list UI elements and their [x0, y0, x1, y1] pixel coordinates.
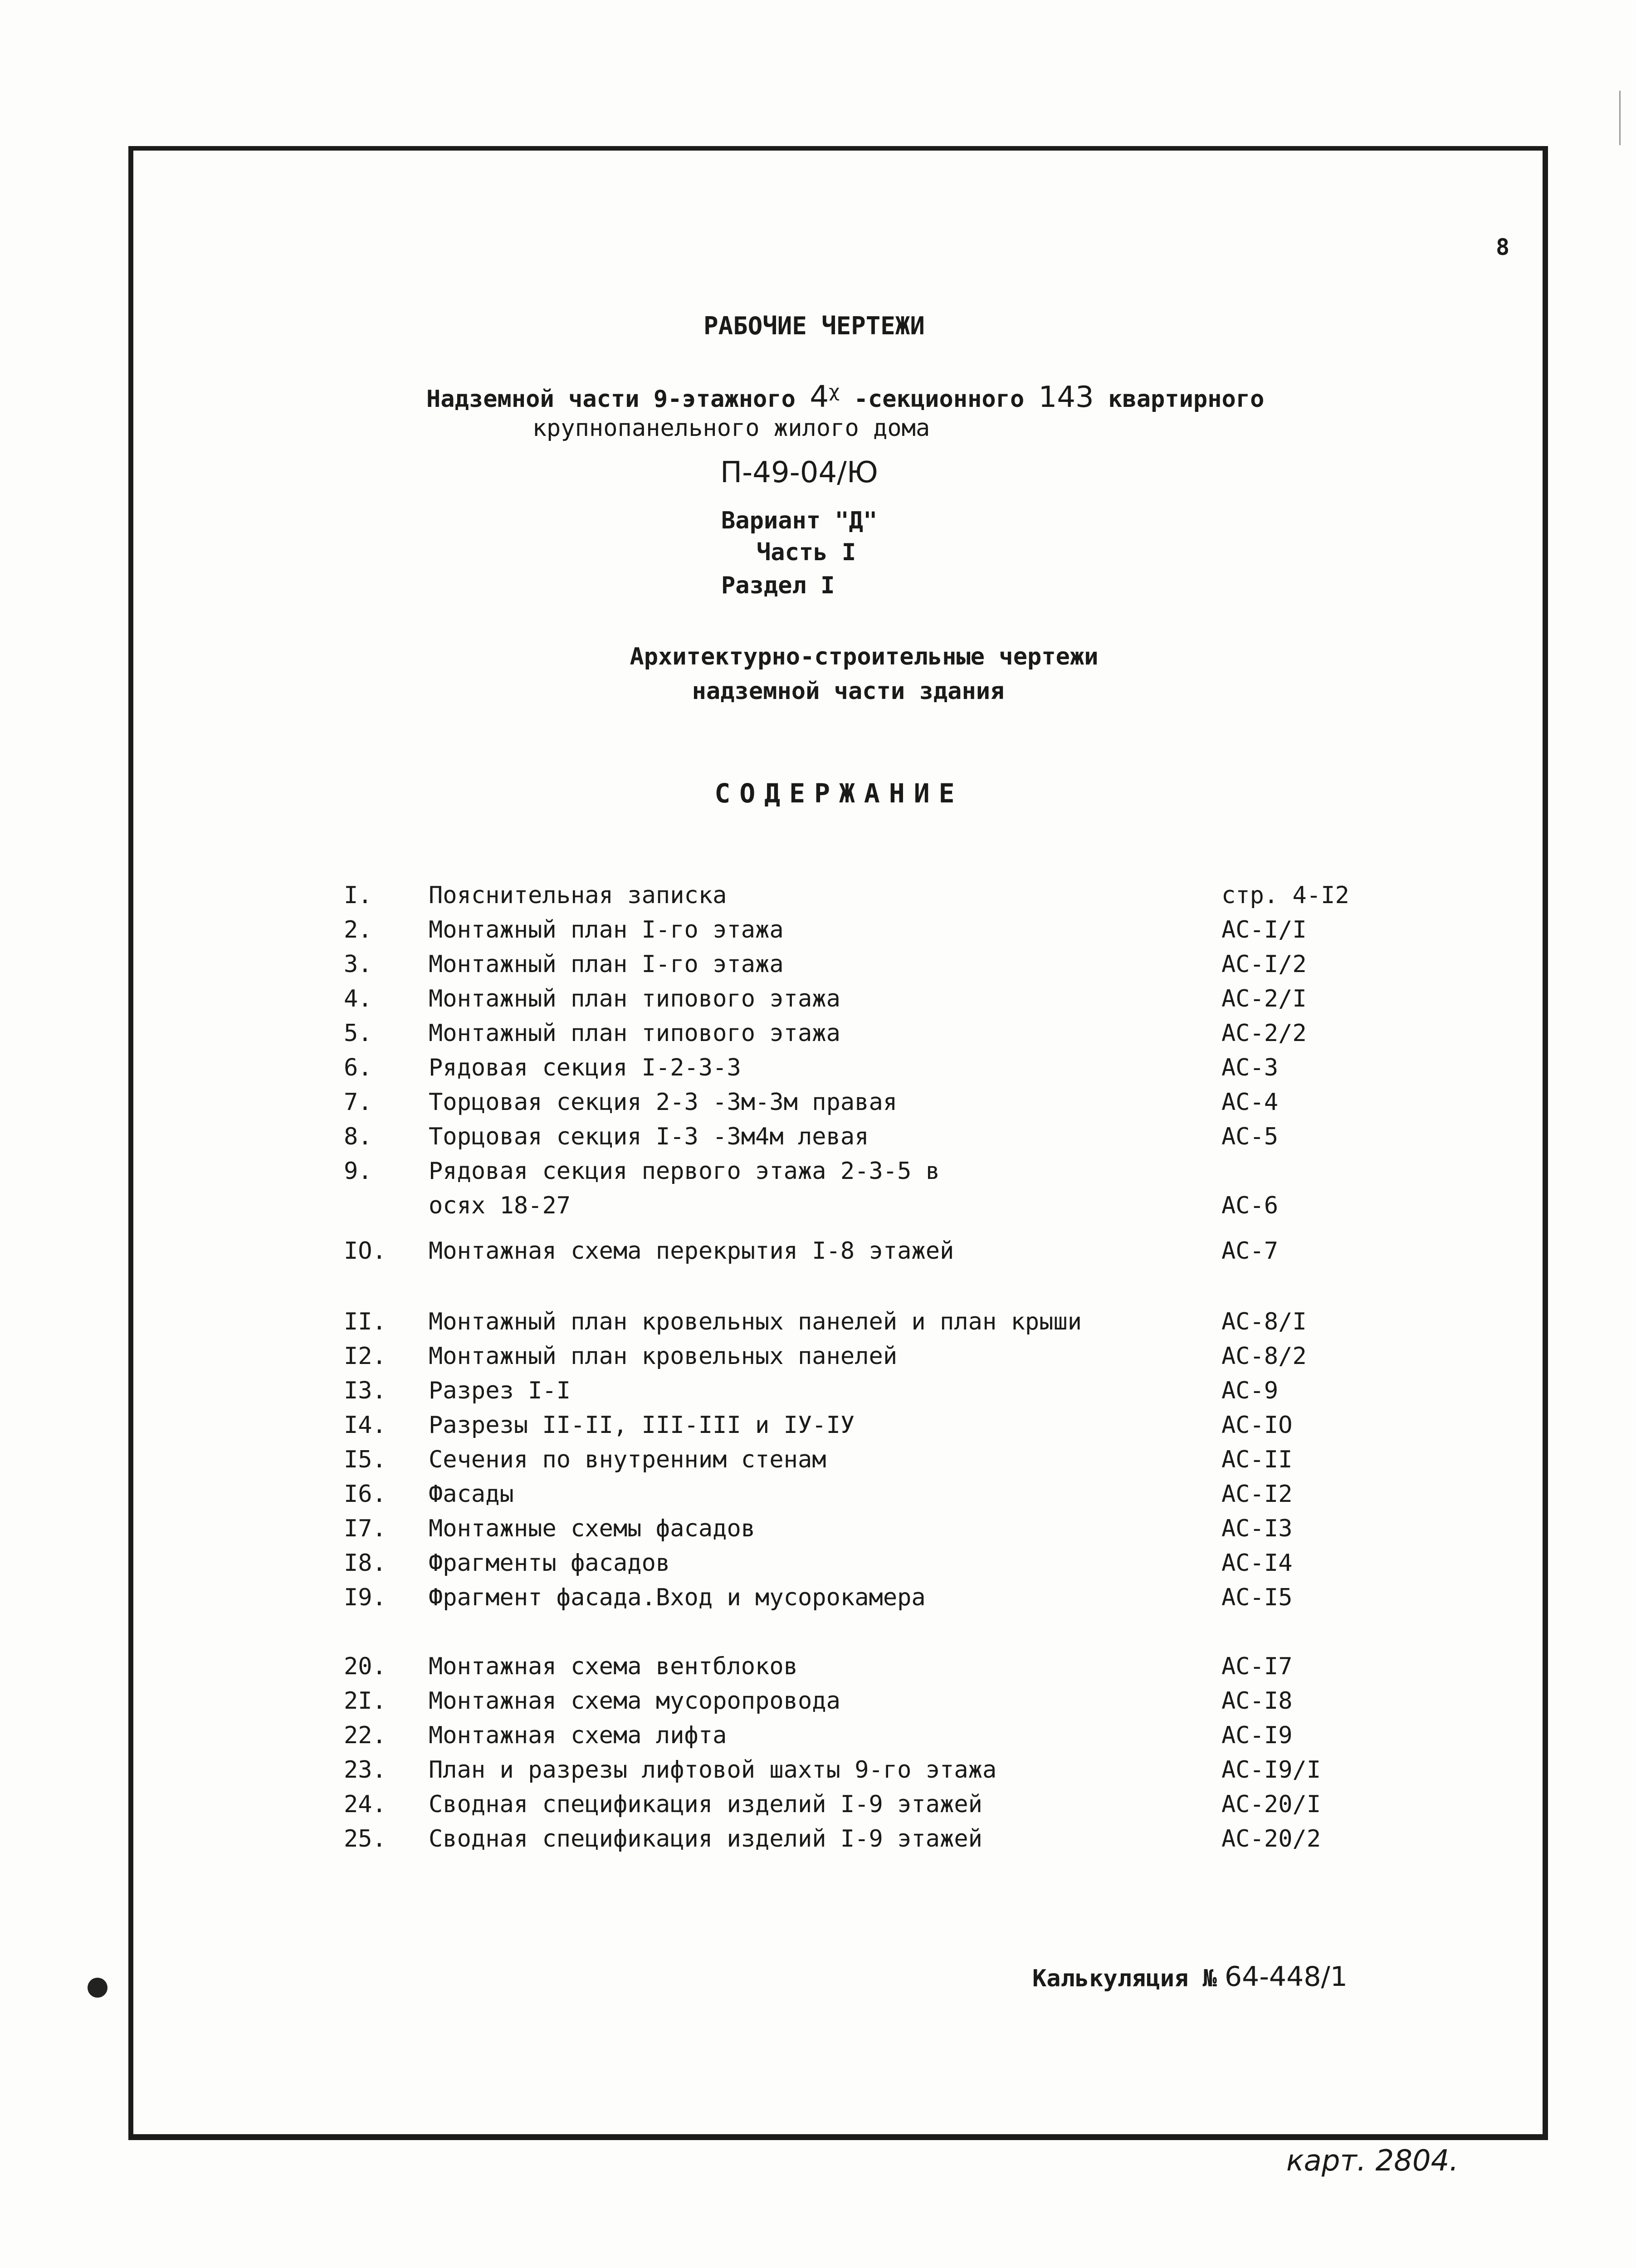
item-number: 2I. — [344, 1687, 386, 1715]
item-title: Монтажный план кровельных панелей и план крыши — [429, 1308, 1082, 1335]
part: Часть I — [757, 539, 856, 566]
item-number: 24. — [344, 1791, 386, 1818]
item-number: 6. — [344, 1054, 372, 1081]
item-number: 25. — [344, 1825, 386, 1853]
item-number: I6. — [344, 1481, 386, 1508]
item-title: Монтажная схема вентблоков — [429, 1653, 798, 1680]
subtitle-line-1 — [426, 379, 1265, 414]
item-code: АС-I9/I — [1221, 1756, 1321, 1784]
item-title: Фрагмент фасада.Вход и мусорокамера — [429, 1584, 926, 1611]
item-code: АС-4 — [1221, 1089, 1279, 1116]
scan-edge-mark — [1619, 91, 1621, 145]
item-title: Монтажная схема лифта — [429, 1722, 727, 1749]
item-number: I7. — [344, 1515, 386, 1542]
item-code: АС-8/I — [1221, 1308, 1307, 1335]
item-number: 4. — [344, 985, 372, 1012]
item-code: АС-6 — [1221, 1192, 1279, 1219]
item-code: АС-II — [1221, 1446, 1293, 1473]
description-line-1: Архитектурно-строительные чертежи — [630, 643, 1099, 670]
item-number: IO. — [344, 1237, 386, 1265]
item-code: АС-I4 — [1221, 1549, 1293, 1577]
item-number: I5. — [344, 1446, 386, 1473]
item-code: АС-IO — [1221, 1412, 1293, 1439]
item-number: 3. — [344, 951, 372, 978]
item-title: Монтажный план I-го этажа — [429, 951, 784, 978]
item-number: I3. — [344, 1377, 386, 1404]
item-code: АС-2/2 — [1221, 1020, 1307, 1047]
item-code: АС-9 — [1221, 1377, 1279, 1404]
item-code: стр. 4-I2 — [1221, 882, 1349, 909]
item-number: 5. — [344, 1020, 372, 1047]
item-title: Фрагменты фасадов — [429, 1549, 670, 1577]
item-title: Монтажный план типового этажа — [429, 1020, 840, 1047]
item-number: II. — [344, 1308, 386, 1335]
item-code: АС-I8 — [1221, 1687, 1293, 1715]
item-code: АС-3 — [1221, 1054, 1279, 1081]
item-code: АС-I9 — [1221, 1722, 1293, 1749]
item-code: АС-I/2 — [1221, 951, 1307, 978]
item-number: 20. — [344, 1653, 386, 1680]
item-number: I9. — [344, 1584, 386, 1611]
variant: Вариант "Д" — [721, 507, 878, 534]
item-number: I8. — [344, 1549, 386, 1577]
subtitle-part-3: квартирного — [1108, 386, 1265, 413]
section: Раздел I — [721, 572, 835, 599]
item-title: Монтажная схема перекрытия I-8 этажей — [429, 1237, 954, 1265]
hole-punch-mark — [88, 1978, 107, 1998]
item-code: АС-5 — [1221, 1123, 1279, 1150]
item-title: Монтажные схемы фасадов — [429, 1515, 756, 1542]
item-number: 8. — [344, 1123, 372, 1150]
item-title: Рядовая секция первого этажа 2-3-5 в — [429, 1158, 940, 1185]
item-title: Рядовая секция I-2-3-3 — [429, 1054, 741, 1081]
item-code: АС-I3 — [1221, 1515, 1293, 1542]
item-title: Монтажный план кровельных панелей — [429, 1343, 898, 1370]
description-line-2: надземной части здания — [692, 678, 1005, 705]
item-title: Пояснительная записка — [429, 882, 727, 909]
contents-heading: СОДЕРЖАНИЕ — [714, 778, 964, 809]
item-code: АС-I/I — [1221, 916, 1307, 943]
item-number: I4. — [344, 1412, 386, 1439]
item-title: осях 18-27 — [429, 1192, 571, 1219]
item-number: 7. — [344, 1089, 372, 1116]
item-number: 2. — [344, 916, 372, 943]
subtitle-part-1: Надземной части 9-этажного — [426, 386, 796, 413]
project-code: П-49-04/Ю — [720, 456, 878, 489]
item-title: Фасады — [429, 1481, 514, 1508]
item-title: Торцовая секция 2-3 -3м-3м правая — [429, 1089, 898, 1116]
item-number: 23. — [344, 1756, 386, 1784]
item-code: АС-20/2 — [1221, 1825, 1321, 1853]
item-title: Монтажный план I-го этажа — [429, 916, 784, 943]
item-title: Разрез I-I — [429, 1377, 571, 1404]
subtitle-line-2: крупнопанельного жилого дома — [532, 415, 930, 442]
item-title: Монтажный план типового этажа — [429, 985, 840, 1012]
page-number: 8 — [1496, 234, 1510, 260]
item-code: АС-2/I — [1221, 985, 1307, 1012]
calculation-number: 64-448/1 — [1225, 1961, 1348, 1993]
calculation-label: Калькуляция № — [1032, 1965, 1217, 1992]
item-title: Сводная спецификация изделий I-9 этажей — [429, 1791, 982, 1818]
item-code: АС-7 — [1221, 1237, 1279, 1265]
subtitle-handwritten-sections: 4ᵡ — [810, 379, 840, 414]
item-code: АС-8/2 — [1221, 1343, 1307, 1370]
card-number: карт. 2804. — [1286, 2144, 1459, 2178]
item-title: Сводная спецификация изделий I-9 этажей — [429, 1825, 982, 1853]
item-number: 22. — [344, 1722, 386, 1749]
document-title: РАБОЧИЕ ЧЕРТЕЖИ — [703, 312, 925, 340]
item-title: Монтажная схема мусоропровода — [429, 1687, 840, 1715]
subtitle-part-2: -секционного — [854, 386, 1025, 413]
item-code: АС-20/I — [1221, 1791, 1321, 1818]
item-title: Торцовая секция I-3 -3м4м левая — [429, 1123, 869, 1150]
item-title: План и разрезы лифтовой шахты 9-го этажа — [429, 1756, 997, 1784]
item-title: Разрезы II-II, III-III и IУ-IУ — [429, 1412, 855, 1439]
item-code: АС-I7 — [1221, 1653, 1293, 1680]
item-code: АС-I2 — [1221, 1481, 1293, 1508]
subtitle-handwritten-apartments: 143 — [1038, 381, 1094, 414]
item-number: I. — [344, 882, 372, 909]
item-number: 9. — [344, 1158, 372, 1185]
item-title: Сечения по внутренним стенам — [429, 1446, 826, 1473]
item-code: АС-I5 — [1221, 1584, 1293, 1611]
item-number: I2. — [344, 1343, 386, 1370]
